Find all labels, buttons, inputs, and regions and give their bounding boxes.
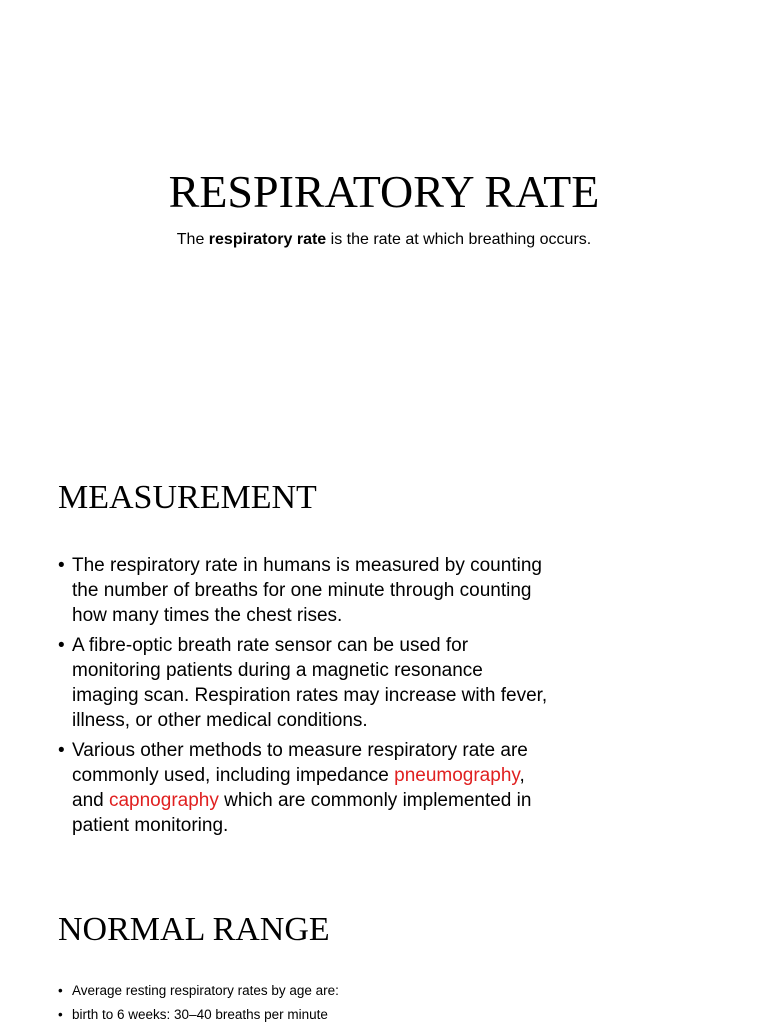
normal-range-heading: NORMAL RANGE: [58, 911, 330, 948]
bullet-3-text-3: which are commonly implemented in patient monitoring.: [72, 790, 532, 836]
normal-range-bullet-list: [58, 982, 758, 1030]
subtitle-prefix: The: [176, 231, 209, 248]
measurement-bullet-3: [58, 738, 548, 838]
measurement-bullet-2: • A fibre-optic breath rate sensor can be used for monitoring patients during a magnetic resonance imaging scan. Respiration rates may increase with fever, illness, or other medical conditions.: [58, 633, 548, 733]
pneumography-link[interactable]: pneumography: [394, 765, 520, 786]
measurement-bullet-list: [58, 553, 548, 843]
measurement-heading: MEASUREMENT: [58, 479, 317, 516]
measurement-bullet-1: • The respiratory rate in humans is measured by counting the number of breaths for one minute through counting how many times the chest rises.: [58, 553, 548, 628]
subtitle-suffix: is the rate at which breathing occurs.: [326, 231, 592, 248]
slide-title: RESPIRATORY RATE: [168, 166, 600, 217]
slide-subtitle: [0, 229, 768, 251]
bullet-3-text-2: , and: [72, 765, 525, 811]
capnography-link[interactable]: capnography: [108, 790, 219, 811]
subtitle-bold-term: respiratory rate: [208, 231, 327, 248]
normal-range-bullet-1: • Average resting respiratory rates by age are:: [58, 982, 758, 1000]
bullet-3-text-1: Various other methods to measure respiratory rate are commonly used, including impedance: [72, 740, 528, 786]
normal-range-bullet-2: • birth to 6 weeks: 30–40 breaths per minute: [58, 1006, 758, 1024]
